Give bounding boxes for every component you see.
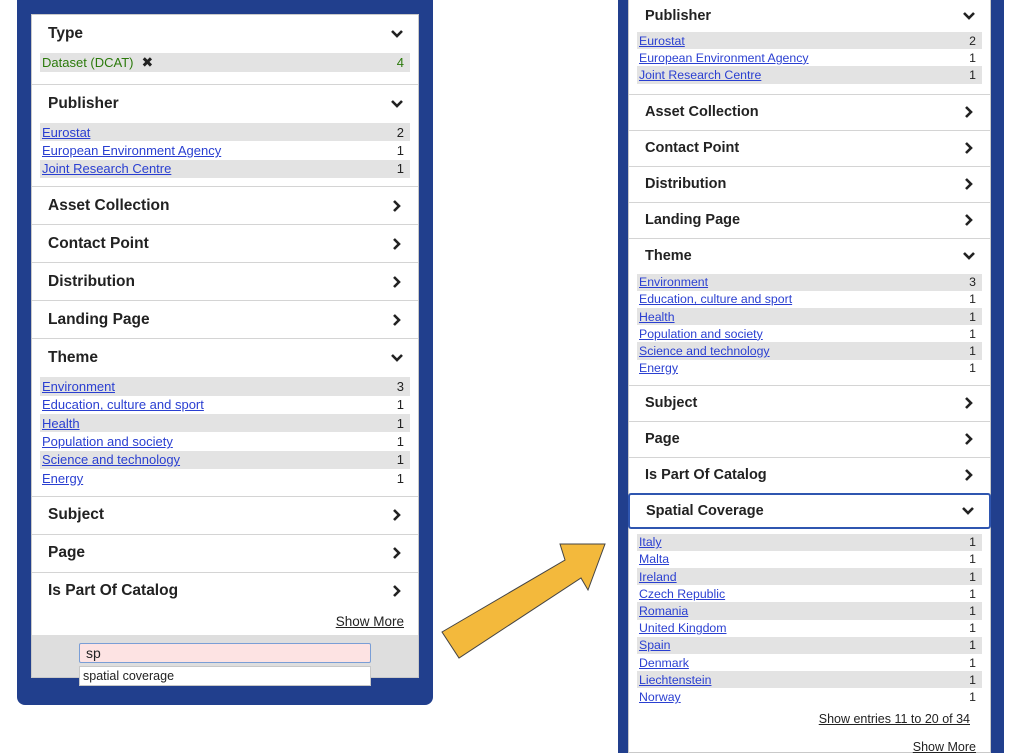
facet-is-part-of-catalog	[629, 458, 990, 493]
facet-link[interactable]: Energy	[42, 470, 84, 486]
facet-title: Spatial Coverage	[646, 502, 764, 519]
facet-header[interactable]	[32, 187, 418, 224]
facet-publisher	[629, 0, 990, 95]
facet-header[interactable]	[629, 458, 990, 493]
facet-header[interactable]	[32, 497, 418, 534]
facet-asset-collection	[629, 95, 990, 131]
facet-count: 1	[969, 361, 976, 376]
facet-count: 1	[969, 638, 976, 653]
facet-link[interactable]: Spain	[639, 638, 671, 653]
facet-landing-page	[629, 203, 990, 239]
facet-link[interactable]: Joint Research Centre	[639, 67, 762, 82]
facet-link[interactable]: Romania	[639, 604, 689, 619]
arrow-icon	[440, 540, 610, 665]
facet-item	[637, 585, 982, 602]
close-icon[interactable]: ✖	[141, 54, 154, 70]
facet-link[interactable]: United Kingdom	[639, 621, 727, 636]
autocomplete-suggestion[interactable]: spatial coverage	[79, 666, 371, 686]
facet-header[interactable]	[629, 131, 990, 166]
facet-item	[40, 377, 410, 395]
chevron-down-icon[interactable]	[390, 351, 404, 365]
facet-count: 1	[969, 326, 976, 341]
facet-distribution	[629, 167, 990, 203]
facet-header[interactable]	[629, 95, 990, 130]
facet-count: 1	[396, 397, 404, 413]
facet-count: 1	[969, 655, 976, 670]
facet-item	[40, 123, 410, 141]
facet-title: Asset Collection	[645, 104, 759, 121]
facet-header[interactable]	[629, 422, 990, 457]
chevron-down-icon[interactable]	[961, 504, 975, 518]
facet-is-part-of-catalog	[32, 573, 418, 610]
facet-item	[40, 432, 410, 450]
facet-link[interactable]: Health	[639, 309, 675, 324]
facet-item	[637, 49, 982, 66]
facet-subject	[32, 497, 418, 535]
facet-count: 1	[396, 452, 404, 468]
facet-link[interactable]: Joint Research Centre	[42, 161, 172, 177]
chevron-right-icon[interactable]	[390, 275, 404, 289]
chevron-down-icon[interactable]	[962, 249, 976, 263]
facet-item	[637, 654, 982, 671]
facet-title: Subject	[645, 395, 698, 412]
facet-item	[637, 602, 982, 619]
facet-link[interactable]: Environment	[42, 378, 115, 394]
facet-header[interactable]	[32, 301, 418, 338]
pagination-link[interactable]: Show entries 11 to 20 of 34	[818, 711, 970, 726]
facet-title: Publisher	[48, 95, 119, 112]
facet-link[interactable]: Science and technology	[639, 343, 770, 358]
facet-item	[637, 671, 982, 688]
facet-header[interactable]	[629, 167, 990, 202]
facet-title: Is Part Of Catalog	[48, 582, 179, 600]
facet-item	[40, 141, 410, 159]
facet-item	[637, 360, 982, 377]
right-facet-list	[628, 0, 991, 753]
facet-search-input[interactable]: sp	[79, 643, 371, 663]
facet-header[interactable]	[629, 386, 990, 421]
facet-item	[40, 396, 410, 414]
facet-title: Subject	[48, 506, 104, 524]
chevron-down-icon[interactable]	[390, 97, 404, 111]
facet-rows	[32, 53, 418, 84]
facet-count: 1	[969, 586, 976, 601]
facet-count: 1	[396, 143, 404, 159]
facet-count: 1	[969, 535, 976, 550]
facet-header-publisher[interactable]	[32, 85, 418, 123]
facet-header-publisher[interactable]	[629, 0, 990, 32]
facet-link[interactable]: Eurostat	[42, 124, 91, 140]
facet-count: 4	[396, 55, 404, 70]
facet-count: 1	[969, 621, 976, 636]
chevron-right-icon[interactable]	[390, 546, 404, 560]
facet-link[interactable]: Education, culture and sport	[42, 397, 204, 413]
facet-title: Landing Page	[48, 310, 150, 328]
show-more-link[interactable]: Show More	[335, 613, 404, 629]
facet-count: 3	[969, 275, 976, 290]
facet-header-type[interactable]	[32, 15, 418, 53]
chevron-right-icon[interactable]	[962, 432, 976, 446]
facet-item	[637, 688, 982, 705]
facet-item	[637, 534, 982, 551]
facet-header[interactable]	[32, 573, 418, 610]
chevron-down-icon[interactable]	[962, 9, 976, 23]
facet-header-spatial-coverage[interactable]	[628, 493, 991, 529]
facet-header[interactable]	[629, 203, 990, 238]
facet-type	[32, 15, 418, 85]
facet-spatial-coverage	[629, 493, 990, 726]
facet-rows	[32, 123, 418, 186]
facet-count: 1	[969, 343, 976, 358]
facet-link[interactable]: Population and society	[639, 326, 763, 341]
facet-link[interactable]: Eurostat	[639, 33, 685, 48]
left-facet-panel	[17, 0, 433, 705]
facet-header[interactable]	[32, 535, 418, 572]
facet-item	[637, 308, 982, 325]
facet-title: Theme	[48, 349, 98, 367]
facet-link[interactable]: Health	[42, 415, 80, 431]
facet-header-theme[interactable]	[629, 239, 990, 274]
facet-link[interactable]: Ireland	[639, 569, 677, 584]
facet-count: 1	[396, 470, 404, 486]
facet-count: 1	[396, 415, 404, 431]
facet-asset-collection	[32, 187, 418, 225]
facet-link[interactable]: Population and society	[42, 434, 173, 450]
chevron-right-icon[interactable]	[962, 177, 976, 191]
facet-title: Asset Collection	[48, 196, 170, 214]
facet-count: 3	[396, 378, 404, 394]
facet-theme	[629, 239, 990, 386]
chevron-right-icon[interactable]	[390, 237, 404, 251]
facet-link[interactable]: Italy	[639, 535, 662, 550]
facet-landing-page	[32, 301, 418, 339]
facet-search-bar	[32, 635, 418, 683]
chevron-right-icon[interactable]	[390, 584, 404, 598]
facet-item	[637, 274, 982, 291]
facet-rows	[629, 32, 990, 94]
facet-rows	[32, 377, 418, 495]
facet-publisher	[32, 85, 418, 187]
facet-count: 1	[396, 161, 404, 177]
facet-header[interactable]	[32, 263, 418, 300]
right-facet-panel	[618, 0, 1004, 753]
facet-title: Contact Point	[48, 234, 149, 252]
facet-title: Landing Page	[645, 212, 741, 229]
facet-theme	[32, 339, 418, 496]
facet-distribution	[32, 263, 418, 301]
facet-count: 1	[969, 569, 976, 584]
facet-count: 2	[396, 124, 404, 140]
facet-item	[637, 568, 982, 585]
facet-title: Contact Point	[645, 140, 740, 157]
facet-link[interactable]: Education, culture and sport	[639, 292, 793, 307]
chevron-right-icon[interactable]	[390, 313, 404, 327]
facet-item	[40, 414, 410, 432]
facet-item	[40, 451, 410, 469]
facet-title: Publisher	[645, 8, 712, 24]
chevron-right-icon[interactable]	[962, 141, 976, 155]
facet-title: Type	[48, 25, 84, 42]
facet-count: 1	[969, 689, 976, 704]
chevron-down-icon[interactable]	[390, 27, 404, 41]
facet-count: 1	[969, 67, 976, 82]
facet-title: Distribution	[645, 176, 727, 193]
facet-count: 1	[396, 434, 404, 450]
facet-title: Distribution	[48, 272, 135, 290]
left-facet-list	[31, 14, 419, 683]
facet-item	[637, 325, 982, 342]
facet-count: 1	[969, 672, 976, 687]
chevron-right-icon[interactable]	[962, 468, 976, 482]
facet-item	[637, 291, 982, 308]
facet-link[interactable]: Denmark	[639, 655, 689, 670]
facet-item	[40, 160, 410, 178]
facet-contact-point	[32, 225, 418, 263]
facet-item	[637, 66, 982, 83]
selected-filter-label: Dataset (DCAT)	[42, 55, 134, 70]
facet-count: 1	[969, 50, 976, 65]
facet-item	[40, 469, 410, 487]
facet-title: Is Part Of Catalog	[645, 467, 767, 484]
chevron-right-icon[interactable]	[962, 396, 976, 410]
facet-title: Page	[48, 544, 86, 562]
facet-link[interactable]: Science and technology	[42, 452, 181, 468]
chevron-right-icon[interactable]	[962, 105, 976, 119]
facet-page	[629, 422, 990, 458]
facet-header[interactable]	[32, 225, 418, 262]
facet-rows	[629, 529, 990, 706]
facet-contact-point	[629, 131, 990, 167]
facet-title: Page	[645, 431, 680, 448]
show-more-link[interactable]: Show More	[912, 739, 976, 754]
chevron-right-icon[interactable]	[390, 199, 404, 213]
selected-filter-row	[40, 53, 410, 72]
facet-title: Theme	[645, 248, 692, 265]
facet-rows	[629, 274, 990, 385]
facet-count: 2	[969, 33, 976, 48]
facet-subject	[629, 386, 990, 422]
facet-item	[637, 637, 982, 654]
facet-count: 1	[969, 552, 976, 567]
facet-item	[637, 32, 982, 49]
facet-link[interactable]: Norway	[639, 689, 681, 704]
facet-item	[637, 620, 982, 637]
facet-link[interactable]: Malta	[639, 552, 670, 567]
facet-link[interactable]: Czech Republic	[639, 586, 726, 601]
facet-item	[637, 551, 982, 568]
facet-link[interactable]: Energy	[639, 361, 678, 376]
facet-count: 1	[969, 604, 976, 619]
facet-header-theme[interactable]	[32, 339, 418, 377]
facet-link[interactable]: European Environment Agency	[42, 143, 222, 159]
chevron-right-icon[interactable]	[390, 508, 404, 522]
facet-link[interactable]: Environment	[639, 275, 709, 290]
chevron-right-icon[interactable]	[962, 213, 976, 227]
facet-count: 1	[969, 309, 976, 324]
facet-page	[32, 535, 418, 573]
facet-link[interactable]: European Environment Agency	[639, 50, 809, 65]
facet-link[interactable]: Liechtenstein	[639, 672, 712, 687]
facet-count: 1	[969, 292, 976, 307]
facet-item	[637, 342, 982, 359]
